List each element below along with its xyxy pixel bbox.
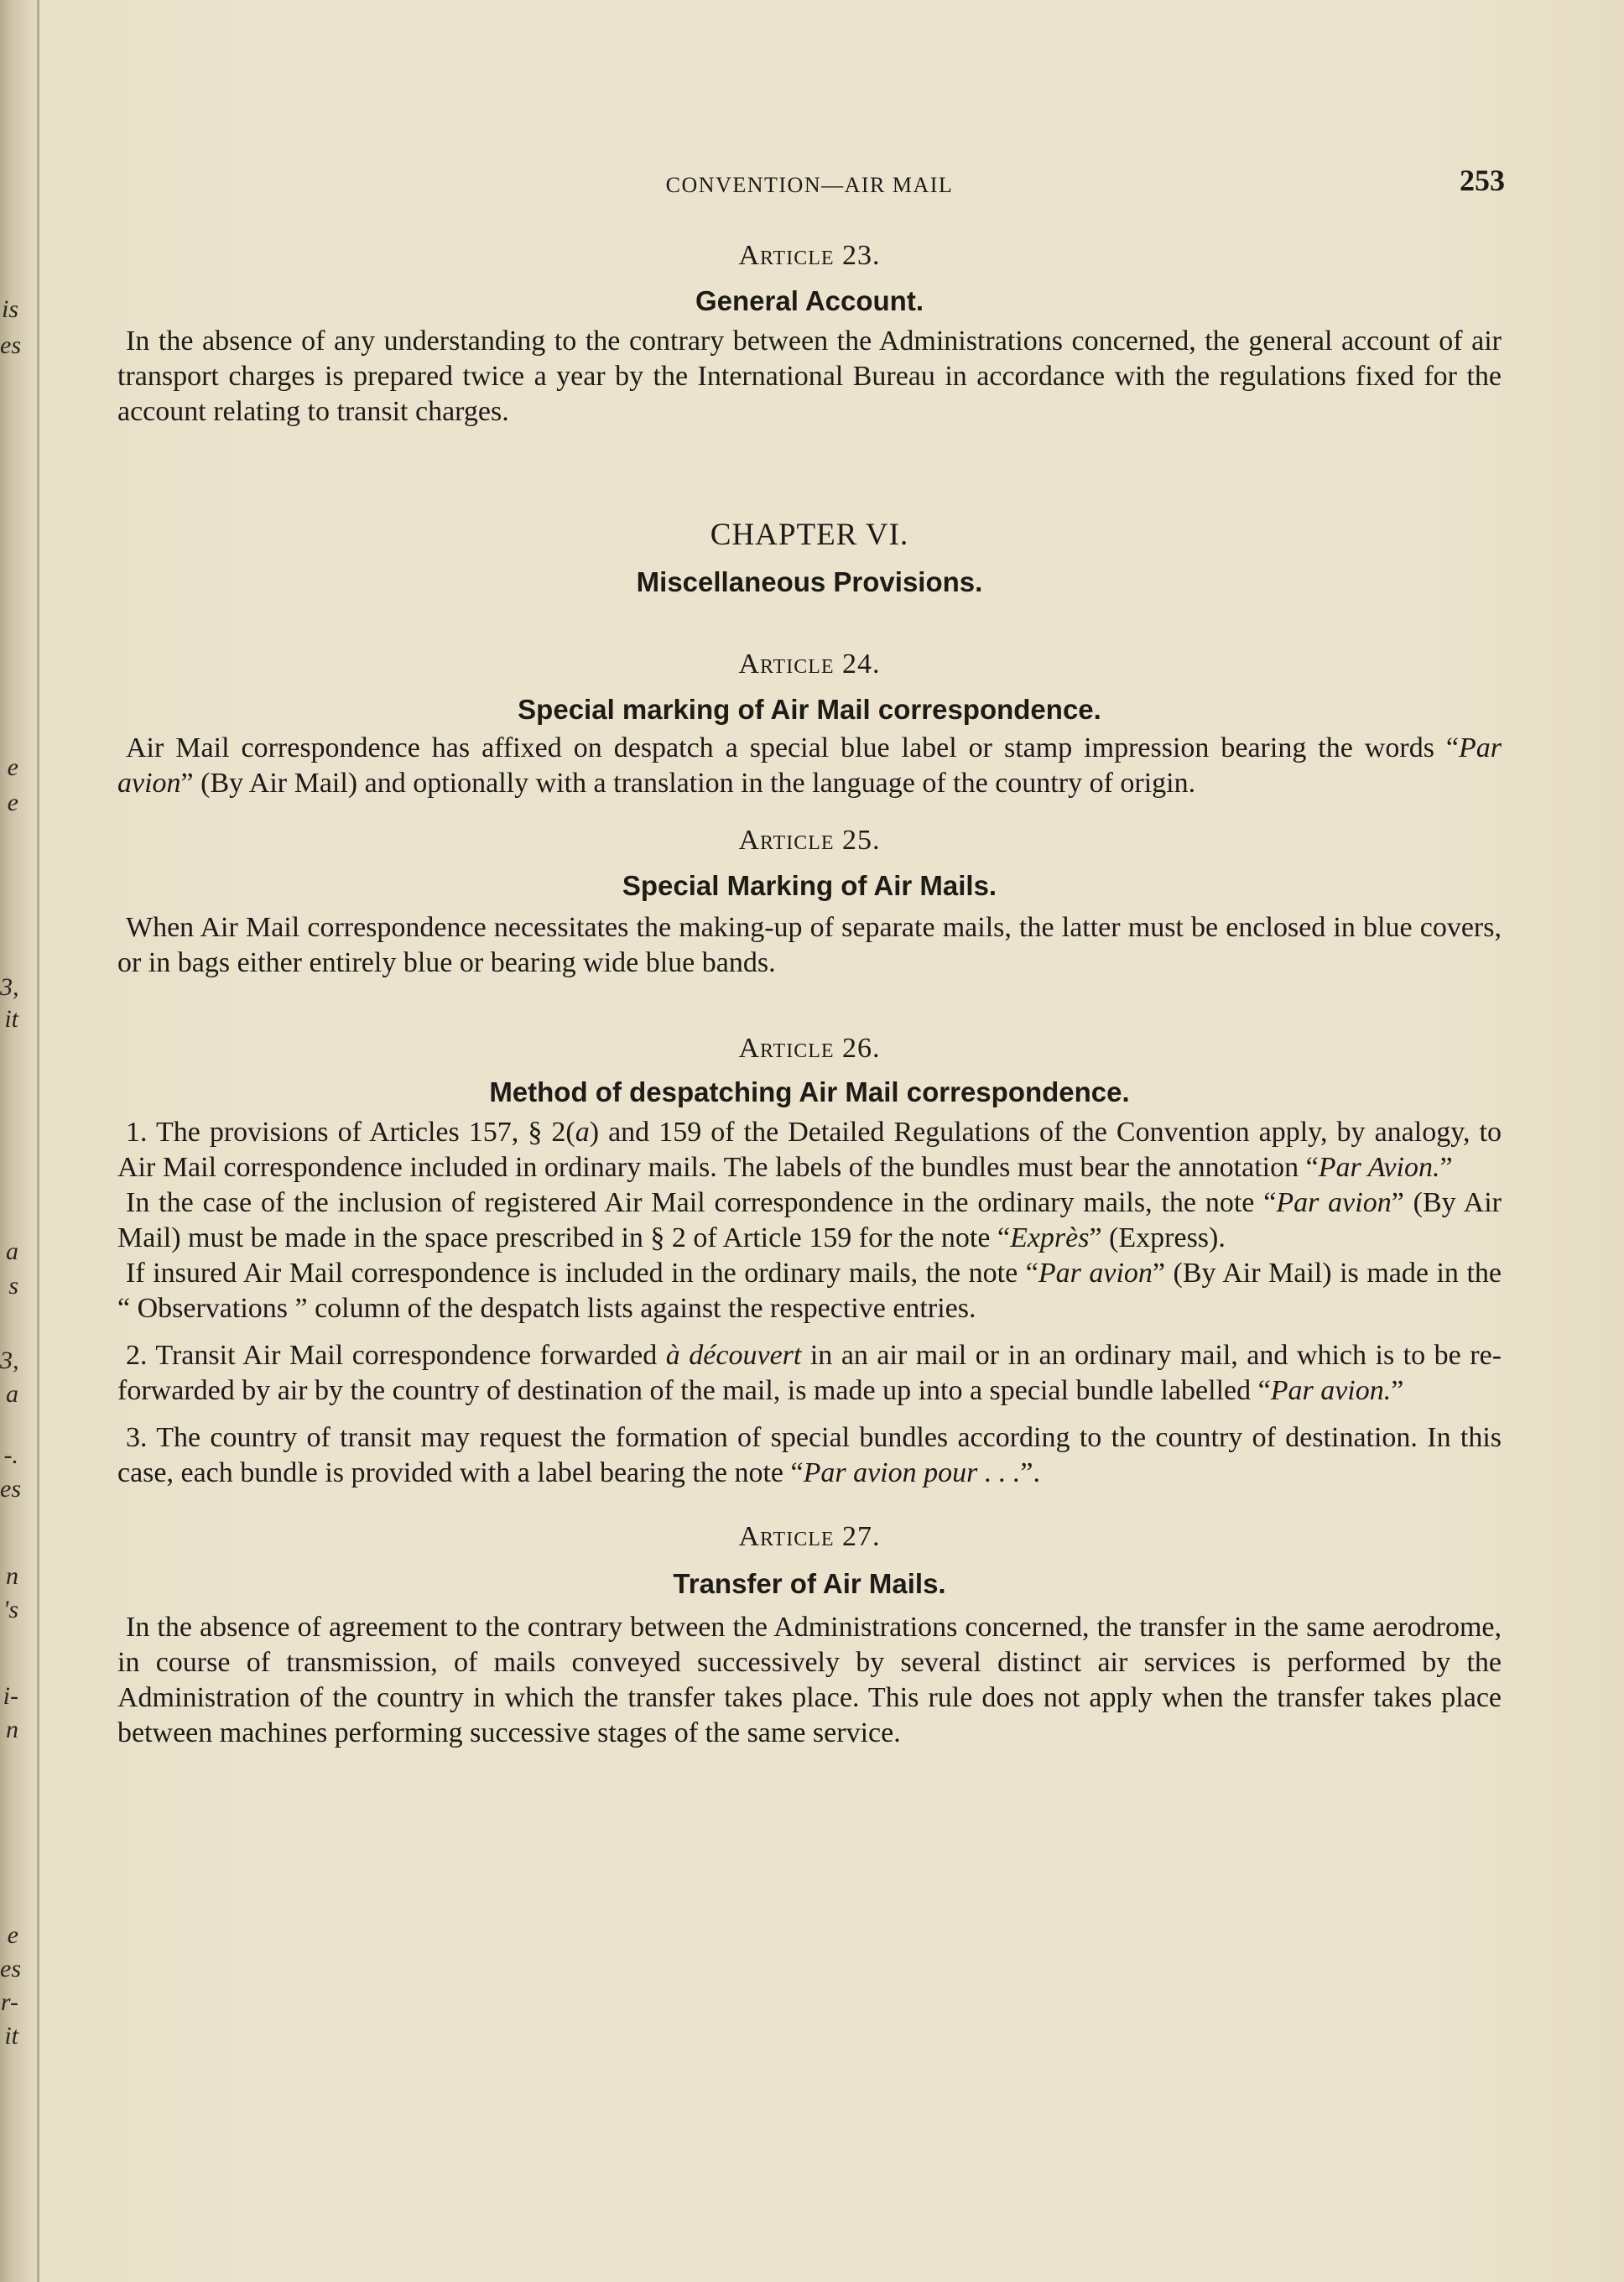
paragraph bbox=[117, 1338, 1502, 1409]
gutter-fragment: is bbox=[1, 295, 18, 323]
italic-term: Par avion bbox=[1276, 1187, 1392, 1218]
paragraph bbox=[117, 1185, 1502, 1256]
gutter-fragment: 3, bbox=[0, 1347, 19, 1374]
paragraph: In the absence of agreement to the contrary between the Administrations concerned, the transfer in the same aerodrome, in course of transmission, of mails conveyed successively by several distinct air services is performed by the Administration of the country in which the transfer takes place. This rule does not apply when the transfer takes place between machines performing successive stages of the same service. bbox=[117, 1612, 1502, 1748]
text-run: In the case of the inclusion of registered Air Mail correspondence in the ordinary mails, the note “ bbox=[126, 1187, 1277, 1218]
gutter-fragment: 3, bbox=[0, 973, 19, 1001]
gutter-fragment: 's bbox=[3, 1596, 18, 1623]
running-title: CONVENTION—AIR MAIL bbox=[665, 173, 954, 197]
gutter-fragment: es bbox=[0, 1955, 21, 1982]
gutter-fragment: n bbox=[6, 1562, 18, 1590]
text-run: ”. bbox=[1020, 1457, 1040, 1488]
article-25 bbox=[117, 825, 1502, 981]
gutter-fragment: e bbox=[7, 753, 18, 781]
text-run: ” bbox=[1439, 1152, 1453, 1183]
gutter-fragment: -. bbox=[3, 1441, 18, 1469]
gutter-fragment: it bbox=[4, 1005, 18, 1033]
article-title: Special marking of Air Mail correspondence. bbox=[518, 694, 1101, 725]
gutter-fragment: e bbox=[7, 1921, 18, 1949]
italic-term: Par avion bbox=[117, 732, 1502, 799]
gutter-fragment: s bbox=[8, 1272, 18, 1300]
gutter-fragment: r- bbox=[0, 1988, 18, 2016]
article-title: Transfer of Air Mails. bbox=[673, 1568, 946, 1599]
chapter-title: Miscellaneous Provisions. bbox=[636, 566, 983, 597]
text-run: ) and 159 of the Detailed Regulations of the Convention apply, by analogy, to Air Mail correspondence included in ordinary mails. The labels of the bundles must bear the annotation “ bbox=[117, 1117, 1502, 1183]
italic-term: a bbox=[575, 1117, 590, 1148]
article-24 bbox=[117, 649, 1502, 801]
gutter-fragment: a bbox=[6, 1380, 18, 1408]
article-26 bbox=[117, 1033, 1502, 1491]
italic-term: à découvert bbox=[665, 1340, 802, 1371]
article-number: Article 23. bbox=[738, 240, 881, 271]
chapter-number: CHAPTER VI. bbox=[710, 518, 909, 552]
gutter-fragment: i- bbox=[3, 1682, 18, 1710]
article-23 bbox=[117, 240, 1502, 430]
gutter-fragment: es bbox=[0, 1475, 21, 1503]
binding-edge bbox=[37, 0, 39, 2282]
gutter-fragment: e bbox=[7, 789, 18, 816]
paragraph bbox=[117, 1420, 1502, 1491]
text-run: 1. The provisions of Articles 157, § 2( bbox=[126, 1117, 575, 1148]
text-run: 3. The country of transit may request the formation of special bundles according to the country of destination. In this case, each bundle is provided with a label bearing the note “ bbox=[117, 1422, 1502, 1488]
text-run: ” (Express). bbox=[1089, 1222, 1226, 1253]
page-content bbox=[117, 159, 1505, 1751]
article-title: Special Marking of Air Mails. bbox=[622, 870, 997, 901]
article-27 bbox=[117, 1521, 1502, 1751]
text-run: ” (By Air Mail) must be made in the space prescribed in § 2 of Article 159 for the note “ bbox=[117, 1187, 1502, 1253]
italic-term: Exprès bbox=[1010, 1222, 1090, 1253]
paragraph: When Air Mail correspondence necessitates the making-up of separate mails, the latter must be enclosed in blue covers, or in bags either entirely blue or bearing wide blue bands. bbox=[117, 912, 1502, 978]
paragraph: In the absence of any understanding to the contrary between the Administrations concerned, the general account of air transport charges is prepared twice a year by the International Bureau in accordance with the regulations fixed for the account relating to transit charges. bbox=[117, 326, 1502, 427]
article-number: Article 25. bbox=[738, 825, 881, 856]
article-number: Article 26. bbox=[738, 1033, 881, 1064]
text-run: If insured Air Mail correspondence is included in the ordinary mails, the note “ bbox=[126, 1258, 1038, 1289]
page-number: 253 bbox=[1460, 164, 1505, 197]
italic-term: Par avion. bbox=[1270, 1375, 1392, 1406]
text-run: in an air mail or in an ordinary mail, and which is to be re-forwarded by air by the country of destination of the mail, is made up into a special bundle labelled “ bbox=[117, 1340, 1502, 1406]
text-run: 2. Transit Air Mail correspondence forwarded bbox=[126, 1340, 666, 1371]
paragraph bbox=[117, 1115, 1502, 1185]
article-title: Method of despatching Air Mail correspondence. bbox=[489, 1076, 1130, 1107]
article-number: Article 24. bbox=[738, 649, 881, 680]
text-run: ” (By Air Mail) is made in the “ Observations ” column of the despatch lists against the respective entries. bbox=[117, 1258, 1502, 1324]
text-run: Air Mail correspondence has affixed on despatch a special blue label or stamp impression bearing the words “ bbox=[126, 732, 1459, 763]
italic-term: Par avion pour . . . bbox=[803, 1457, 1021, 1488]
running-head bbox=[117, 159, 1505, 210]
chapter-6 bbox=[117, 517, 1502, 598]
gutter-fragment: a bbox=[6, 1237, 18, 1265]
italic-term: Par Avion. bbox=[1318, 1152, 1440, 1183]
paragraph bbox=[117, 731, 1502, 801]
article-title: General Account. bbox=[695, 285, 924, 316]
paragraph bbox=[117, 1256, 1502, 1326]
text-run: ” bbox=[1391, 1375, 1404, 1406]
gutter-fragment: n bbox=[6, 1716, 18, 1743]
text-run: ” (By Air Mail) and optionally with a translation in the language of the country of origin. bbox=[180, 768, 1196, 799]
gutter-fragment: es bbox=[0, 331, 21, 359]
italic-term: Par avion bbox=[1038, 1258, 1153, 1289]
gutter-fragment: it bbox=[4, 2022, 18, 2050]
article-number: Article 27. bbox=[738, 1521, 881, 1552]
